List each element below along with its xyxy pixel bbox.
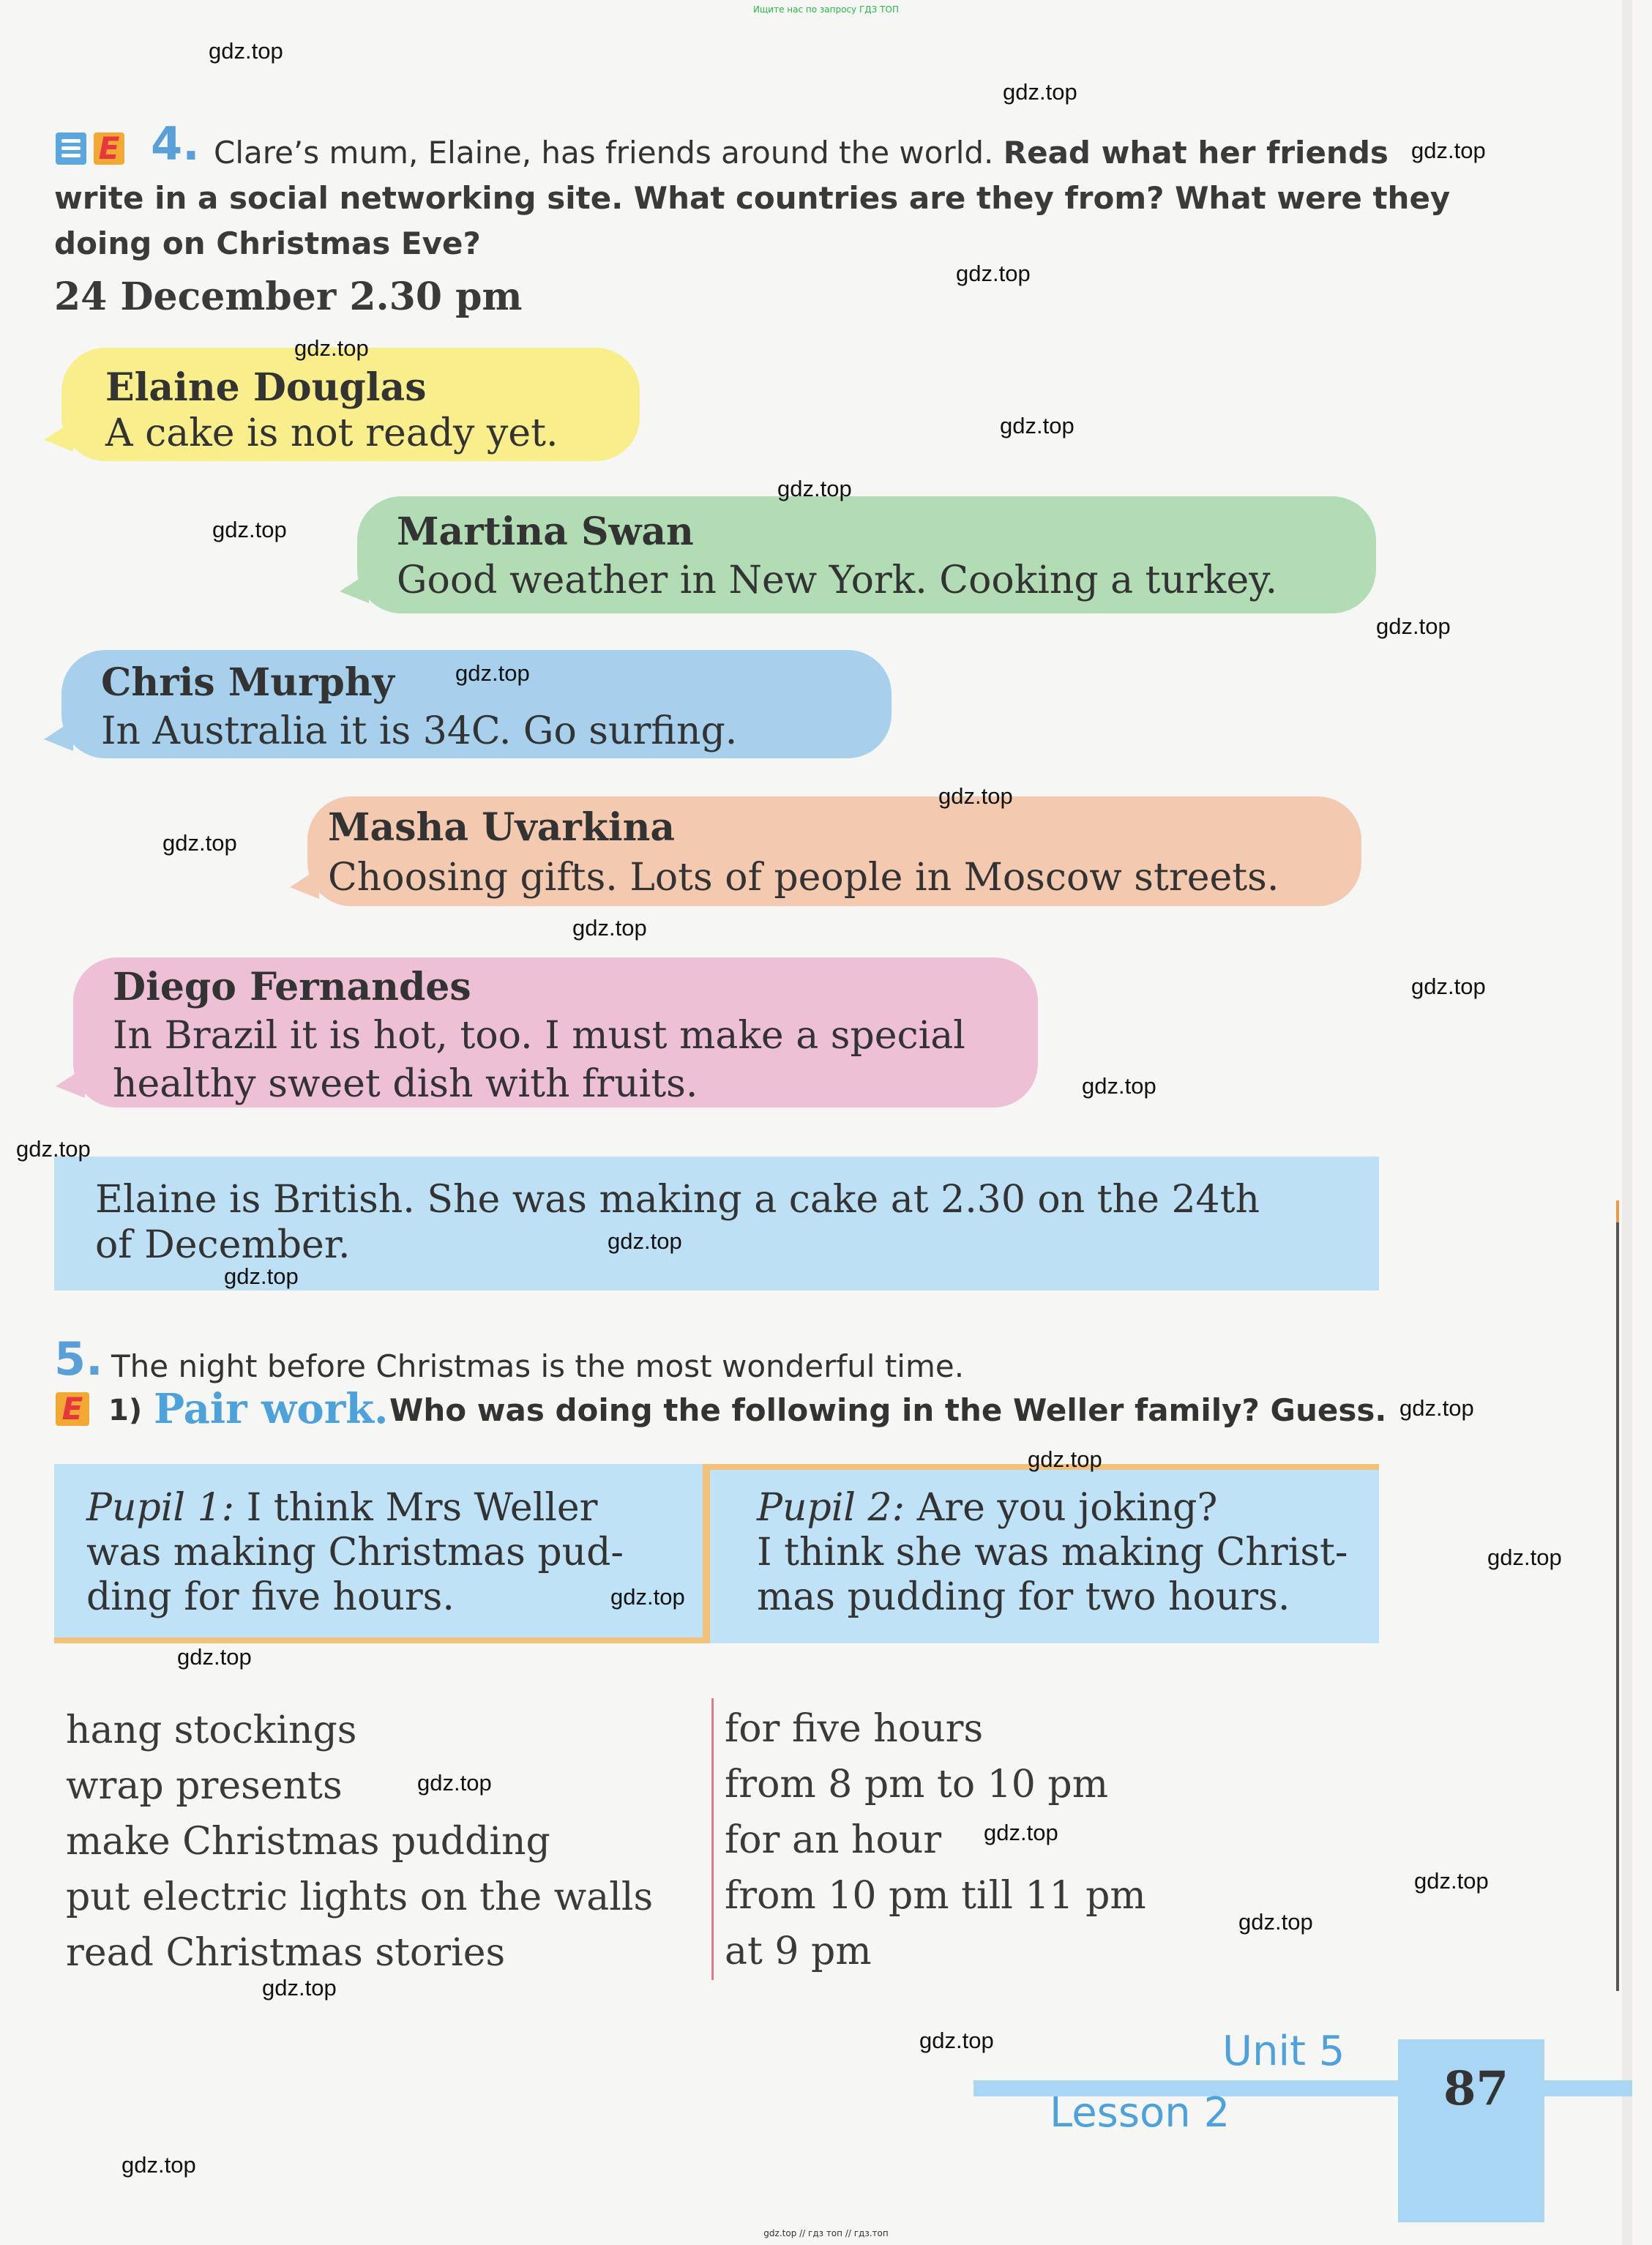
list-item: put electric lights on the walls [66, 1875, 654, 1919]
watermark: gdz.top [919, 2028, 994, 2053]
post-author: Elaine Douglas [105, 365, 427, 410]
list-item: wrap presents [66, 1764, 343, 1808]
pupil-1-bubble [54, 1464, 714, 1643]
watermark: gdz.top [162, 830, 237, 856]
list-item: read Christmas stories [66, 1931, 506, 1975]
exercise-4-instruction-b: write in a social networking site. What countries are they from? What were they [54, 180, 1451, 216]
exercise-4-line1 [214, 130, 1388, 176]
watermark: gdz.top [122, 2152, 196, 2178]
watermark: gdz.top [224, 1263, 299, 1289]
watermark: gdz.top [572, 915, 647, 941]
pupil-1-label: Pupil 1: [86, 1486, 235, 1530]
watermark: gdz.top [1411, 974, 1486, 999]
bubble-tail [340, 572, 369, 603]
bubble-tail [56, 1067, 85, 1098]
list-item: from 10 pm till 11 pm [725, 1874, 1146, 1918]
watermark: gdz.top [1028, 1446, 1102, 1472]
watermark: gdz.top [262, 1975, 337, 2001]
watermark: gdz.top [455, 660, 530, 686]
pair-work-label: Pair work. [154, 1385, 389, 1433]
post-martina [357, 496, 1376, 613]
post-text: Good weather in New York. Cooking a turkey. [397, 559, 1278, 602]
list-icon [56, 132, 86, 165]
exercise-5-sub-number: 1) [108, 1394, 143, 1427]
column-divider [711, 1698, 714, 1980]
date-heading: 24 December 2.30 pm [54, 274, 523, 319]
exercise-5-instruction: Who was doing the following in the Weller family? Guess. [389, 1392, 1387, 1428]
watermark: gdz.top [610, 1584, 685, 1610]
exercise-4-instruction-c: doing on Christmas Eve? [54, 225, 481, 261]
page-edge [1622, 0, 1632, 2245]
list-item: from 8 pm to 10 pm [725, 1763, 1109, 1807]
list-item: at 9 pm [725, 1930, 872, 1973]
post-author: Martina Swan [397, 509, 694, 554]
watermark: gdz.top [984, 1820, 1058, 1845]
pupil-2-label: Pupil 2: [757, 1486, 905, 1530]
exercise-4-number: 4. [151, 117, 200, 171]
watermark: gdz.top [177, 1644, 252, 1670]
exercise-4-intro: Clare’s mum, Elaine, has friends around the world. [214, 135, 994, 171]
watermark: gdz.top [1399, 1395, 1474, 1421]
example-line2: of December. [95, 1223, 351, 1267]
example-line1: Elaine is British. She was making a cake at 2.30 on the 24th [95, 1178, 1260, 1222]
watermark: gdz.top [209, 38, 283, 64]
watermark: gdz.top [16, 1136, 91, 1162]
pupil-2-bubble [703, 1464, 1379, 1643]
page-number: 87 [1443, 2061, 1509, 2116]
footer-lesson: Lesson 2 [1050, 2089, 1230, 2137]
exercise-4-line2 [54, 176, 1450, 221]
watermark: gdz.top [1000, 413, 1074, 438]
watermark: gdz.top [1238, 1909, 1313, 1935]
exercise-4-instruction-a: Read what her friends [1003, 135, 1388, 171]
pupil-1-text: I think Mrs Weller [246, 1486, 598, 1530]
page-edge-mark [1616, 1200, 1619, 1222]
pupil-2-line2: I think she was making Christ- [757, 1531, 1348, 1575]
watermark: gdz.top [1376, 613, 1451, 639]
watermark: gdz.top [608, 1228, 682, 1254]
watermark: gdz.top [294, 335, 369, 361]
post-masha [307, 796, 1361, 906]
post-author: Diego Fernandes [113, 965, 471, 1009]
activities-list [66, 1703, 653, 1981]
pupil-1-line3: ding for five hours. [86, 1575, 455, 1619]
list-item: make Christmas pudding [66, 1820, 550, 1864]
watermark: gdz.top [777, 476, 852, 501]
exercise-4-line3 [54, 221, 481, 266]
watermark: gdz.top [938, 783, 1013, 809]
watermark: gdz.top [1411, 138, 1486, 163]
post-author: Chris Murphy [101, 660, 395, 705]
post-text: In Australia it is 34C. Go surfing. [101, 709, 738, 753]
page-number-box [1398, 2039, 1544, 2222]
exercise-5-intro: The night before Christmas is the most wonderful time. [111, 1348, 965, 1384]
watermark: gdz.top [1487, 1544, 1562, 1570]
post-text: In Brazil it is hot, too. I must make a special [113, 1014, 965, 1058]
post-text: A cake is not ready yet. [105, 411, 558, 455]
list-item: hang stockings [66, 1708, 357, 1752]
post-author: Masha Uvarkina [328, 805, 676, 850]
watermark: gdz.top [1082, 1073, 1156, 1099]
post-diego [73, 957, 1038, 1107]
pupil-1-line1 [86, 1486, 598, 1531]
footer-unit: Unit 5 [1222, 2028, 1345, 2075]
watermark: gdz.top [1414, 1868, 1489, 1894]
exercise-5-number: 5. [54, 1332, 103, 1386]
pupil-2-text: Are you joking? [916, 1486, 1218, 1530]
bubble-tail [44, 421, 73, 452]
pupil-2-line1 [757, 1486, 1217, 1531]
top-search-link[interactable]: Ищите нас по запросу ГДЗ ТОП [753, 4, 899, 15]
post-text: Choosing gifts. Lots of people in Moscow streets. [328, 856, 1279, 900]
watermark: gdz.top [417, 1770, 492, 1796]
list-item: for five hours [725, 1707, 984, 1751]
post-elaine [61, 348, 640, 461]
list-item: for an hour [725, 1818, 942, 1862]
bottom-site-link[interactable]: gdz.top // гдз топ // гдз.топ [763, 2228, 889, 2238]
pupil-1-line2: was making Christmas pud- [86, 1531, 624, 1575]
bubble-tail [44, 720, 73, 751]
bubble-tail [290, 868, 319, 899]
watermark: gdz.top [212, 517, 287, 542]
e-letter-icon: E [94, 132, 124, 165]
post-text: healthy sweet dish with fruits. [113, 1062, 698, 1106]
page-edge-line [1616, 1200, 1619, 1991]
watermark: gdz.top [1003, 79, 1077, 105]
dialogue-example [54, 1464, 1379, 1643]
watermark: gdz.top [956, 261, 1031, 286]
pupil-2-line3: mas pudding for two hours. [757, 1575, 1290, 1619]
e-letter-icon: E [56, 1392, 89, 1426]
times-list [725, 1701, 1146, 1979]
